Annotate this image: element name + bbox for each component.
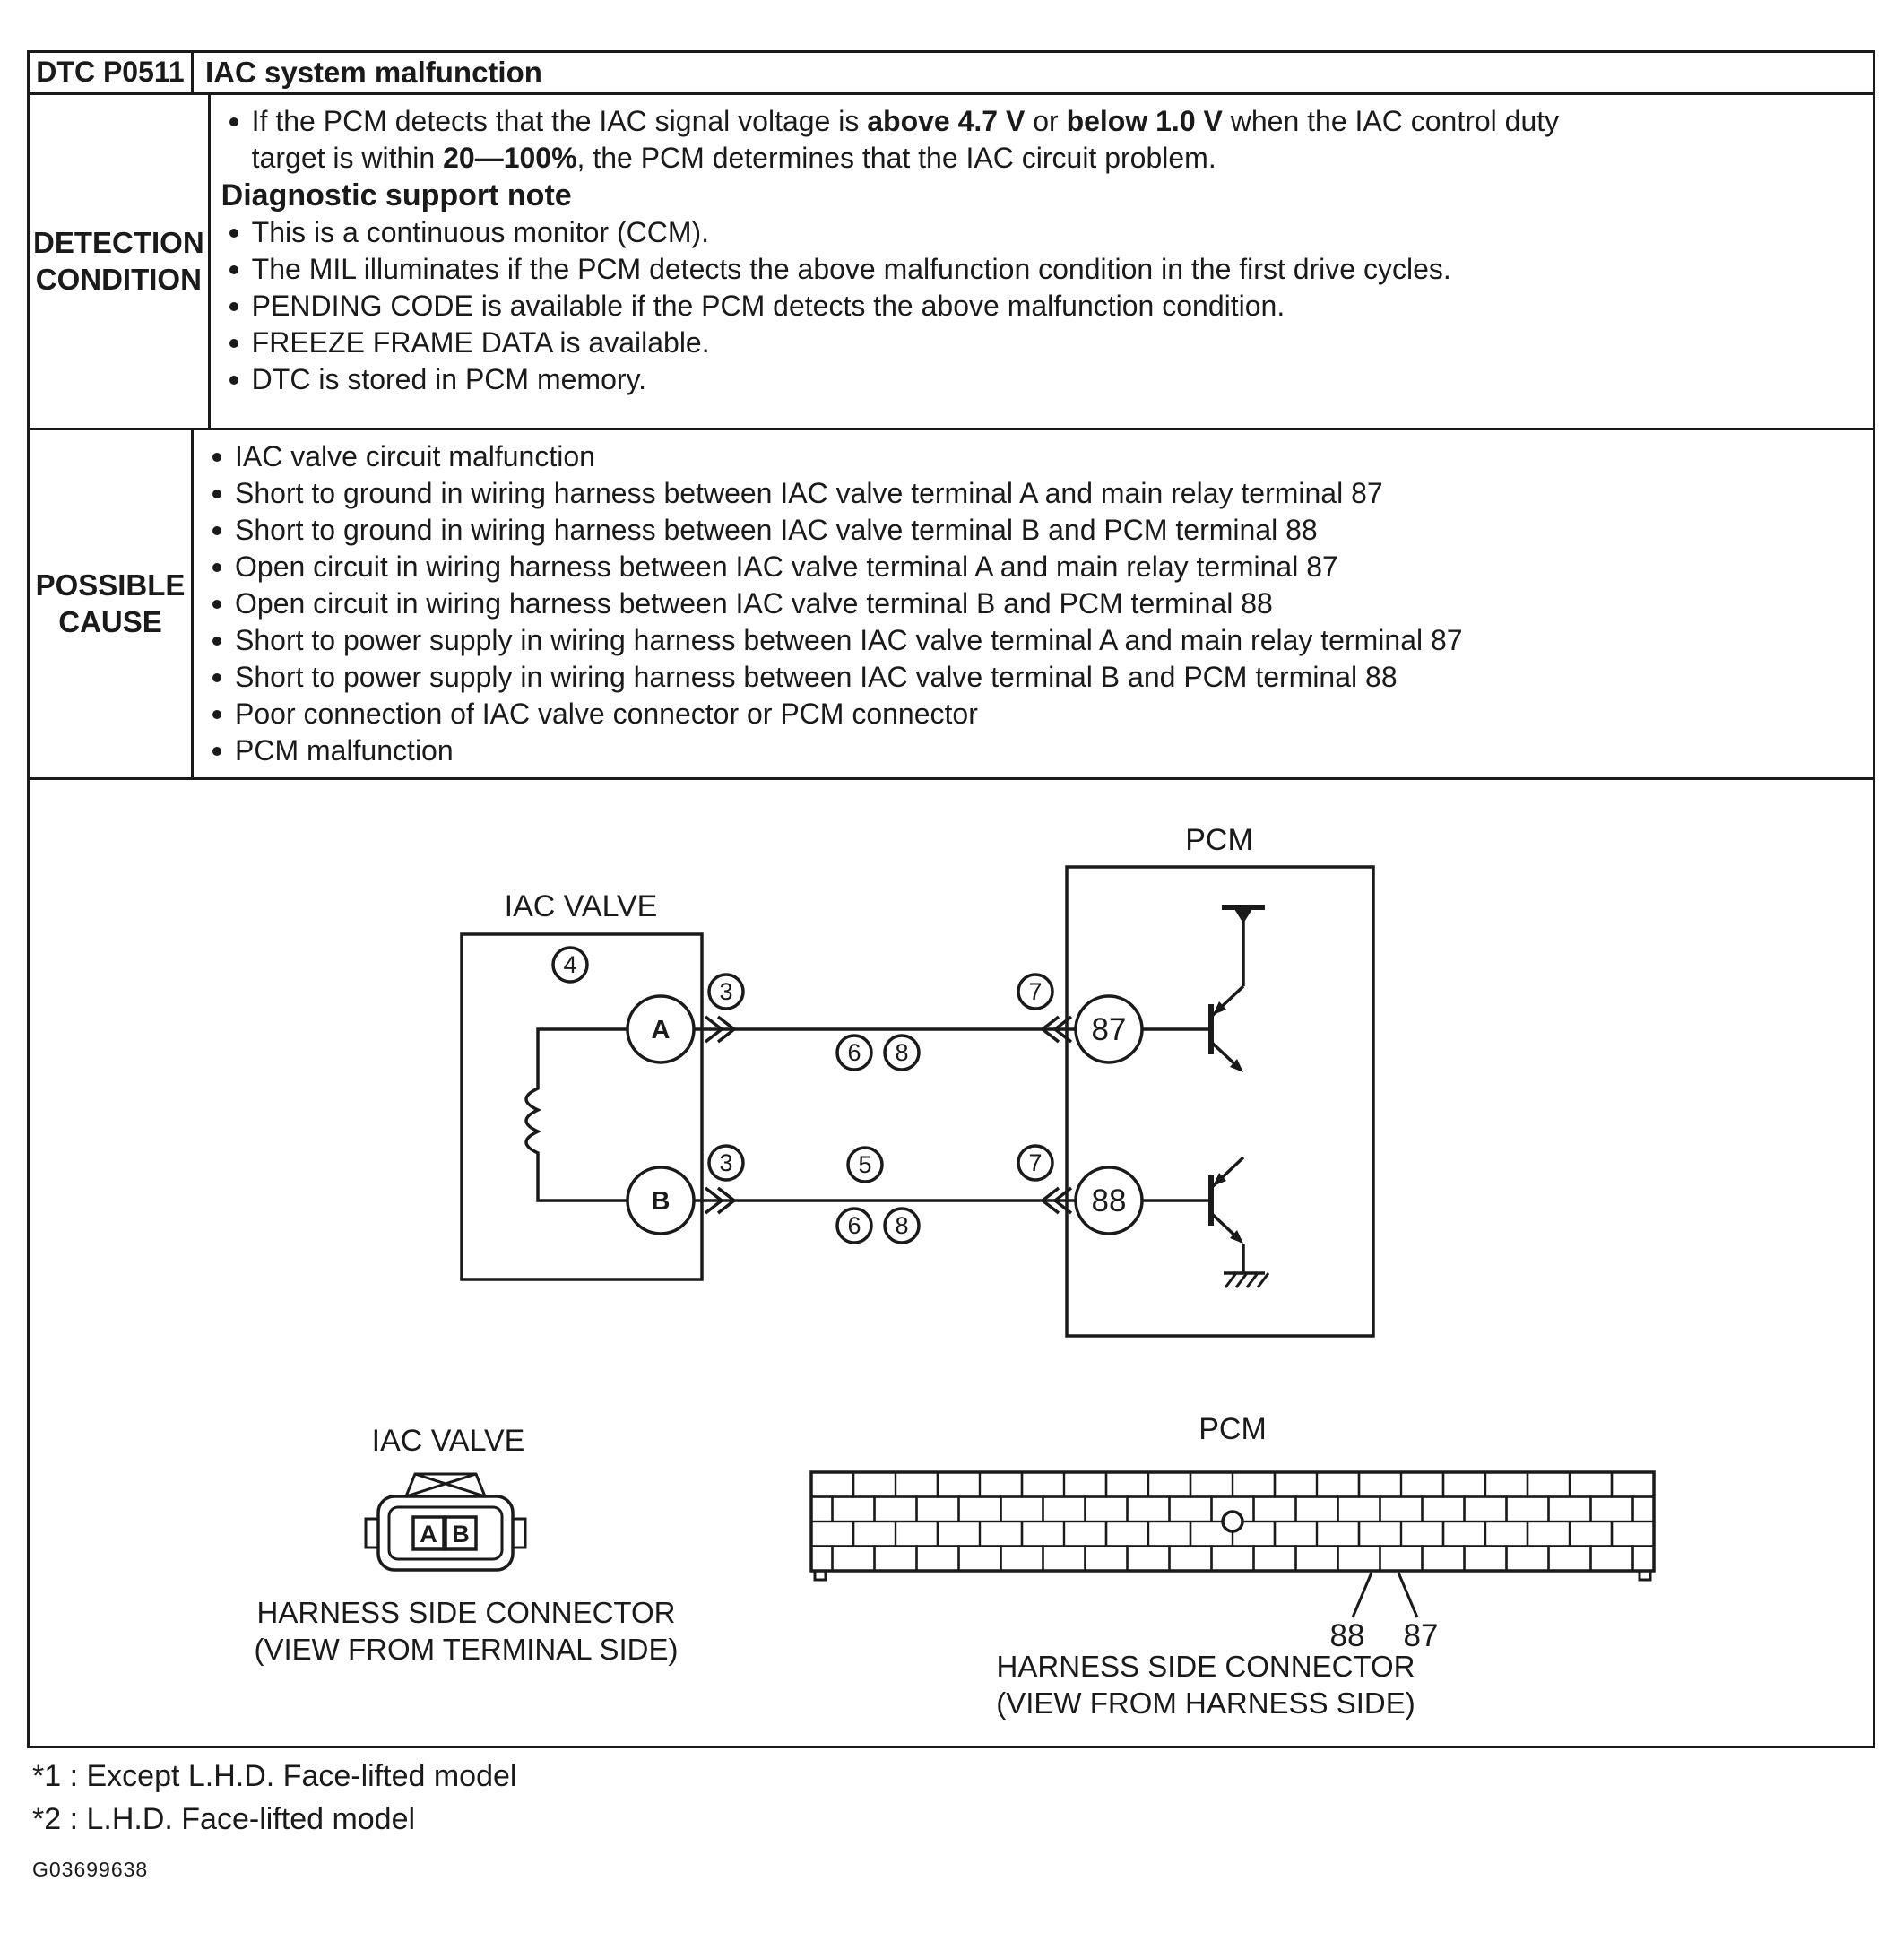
detection-condition-cell — [211, 95, 1873, 428]
terminal-b-node — [627, 1167, 694, 1234]
bullet-item: PENDING CODE is available if the PCM detects the above malfunction condition. — [221, 288, 1851, 325]
circled-5-label: 5 — [858, 1151, 872, 1178]
bullet-item: DTC is stored in PCM memory. — [221, 361, 1851, 398]
bullet-item: Open circuit in wiring harness between IAC valve terminal B and PCM terminal 88 — [204, 585, 1851, 622]
bullet-item: PCM malfunction — [204, 732, 1851, 769]
wire-b-to-88 — [694, 1188, 1076, 1213]
footnote-1: *1 : Except L.H.D. Face-lifted model — [32, 1759, 517, 1793]
detection-bullet-list-2 — [221, 214, 1851, 398]
terminal-a-label: A — [651, 1016, 671, 1045]
coil-winding — [526, 1029, 627, 1201]
bullet-item: Open circuit in wiring harness between IAC valve terminal A and main relay terminal 87 — [204, 549, 1851, 585]
bullet-item — [221, 103, 1851, 177]
pcm-connector-title: PCM — [1199, 1412, 1267, 1446]
circled-6-label: 6 — [847, 1039, 861, 1066]
pcm-connector-caption-2: (VIEW FROM HARNESS SIDE) — [996, 1686, 1415, 1720]
table-row-detection — [30, 92, 1873, 428]
pcm-box — [1067, 823, 1373, 1336]
circled-number-8-bottom — [885, 1209, 919, 1243]
pcm-connector-pin-88: 88 — [1329, 1618, 1365, 1653]
wiring-diagram — [30, 780, 1873, 1748]
circled-8-label: 8 — [895, 1212, 909, 1239]
circled-number-8-top — [885, 1036, 919, 1070]
pcm-box-label: PCM — [1185, 823, 1253, 857]
table-row-possible-cause — [30, 428, 1873, 777]
circled-4-label: 4 — [563, 951, 577, 978]
circled-number-6-bottom — [837, 1209, 871, 1243]
circled-number-3-top — [709, 975, 743, 1009]
circled-7-label: 7 — [1028, 978, 1043, 1005]
pcm-connector-caption-1: HARNESS SIDE CONNECTOR — [996, 1650, 1415, 1683]
bullet-item: Short to ground in wiring harness between IAC valve terminal B and PCM terminal 88 — [204, 512, 1851, 549]
wire-a-to-87 — [694, 1017, 1076, 1042]
circled-8-label: 8 — [895, 1039, 909, 1066]
dtc-table — [27, 50, 1875, 1748]
power-supply-icon — [1234, 909, 1252, 923]
bullet-text: , the PCM determines that the IAC circuit problem. — [576, 142, 1216, 174]
pin-88-leader-line — [1353, 1573, 1372, 1617]
circled-6-label: 6 — [847, 1212, 861, 1239]
circled-number-7-top — [1018, 975, 1052, 1009]
iac-connector-caption-2: (VIEW FROM TERMINAL SIDE) — [254, 1633, 679, 1666]
circled-number-4 — [553, 948, 587, 982]
pcm-connector-pin-87: 87 — [1403, 1618, 1439, 1653]
bold-value: 20—100% — [443, 142, 577, 174]
circled-number-7-bottom — [1018, 1146, 1052, 1180]
bullet-text: when the IAC control duty — [1222, 105, 1560, 137]
terminal-a-node — [627, 996, 694, 1062]
iac-valve-box-label: IAC VALVE — [504, 889, 658, 923]
bullet-item: This is a continuous monitor (CCM). — [221, 214, 1851, 251]
detection-condition-label: DETECTION CONDITION — [30, 95, 211, 428]
iac-connector-terminal-b: B — [452, 1521, 470, 1547]
dtc-code: DTC P0511 — [30, 53, 194, 92]
diagnostic-support-note-heading: Diagnostic support note — [221, 178, 572, 212]
footnote-2: *2 : L.H.D. Face-lifted model — [32, 1802, 416, 1836]
bullet-text: If the PCM detects that the IAC signal voltage is — [251, 105, 868, 137]
bullet-text: target is within — [251, 142, 444, 174]
iac-connector-title: IAC VALVE — [371, 1424, 525, 1458]
bold-value: below 1.0 V — [1066, 105, 1223, 137]
transistor-lower — [1142, 1157, 1268, 1287]
pin-88-label: 88 — [1091, 1183, 1127, 1218]
table-row-header — [30, 53, 1873, 92]
bullet-item: FREEZE FRAME DATA is available. — [221, 325, 1851, 361]
possible-cause-label: POSSIBLE CAUSE — [30, 430, 194, 777]
bullet-item: IAC valve circuit malfunction — [204, 438, 1851, 475]
bullet-text: or — [1025, 105, 1067, 137]
pcm-connector — [811, 1412, 1654, 1720]
circled-3-label: 3 — [719, 978, 733, 1005]
circled-number-6-top — [837, 1036, 871, 1070]
wiring-diagram-cell — [30, 777, 1873, 1746]
iac-connector-caption-1: HARNESS SIDE CONNECTOR — [256, 1596, 676, 1629]
terminal-b-label: B — [651, 1187, 671, 1216]
pin-87-leader-line — [1398, 1573, 1417, 1617]
circled-number-3-bottom — [709, 1146, 743, 1180]
bullet-item: Short to power supply in wiring harness between IAC valve terminal B and PCM terminal 88 — [204, 659, 1851, 696]
iac-connector-terminal-a: A — [420, 1521, 437, 1547]
pcm-pin-88-node — [1076, 1167, 1142, 1234]
possible-cause-cell — [194, 430, 1873, 777]
transistor-upper — [1142, 907, 1265, 1072]
bullet-item: Short to power supply in wiring harness between IAC valve terminal A and main relay terminal 87 — [204, 622, 1851, 659]
possible-cause-bullet-list — [204, 438, 1851, 769]
pcm-pin-87-node — [1076, 996, 1142, 1062]
circled-3-label: 3 — [719, 1149, 733, 1176]
iac-valve-connector — [254, 1424, 678, 1666]
dtc-title: IAC system malfunction — [205, 56, 542, 89]
bullet-item: Short to ground in wiring harness between IAC valve terminal A and main relay terminal 87 — [204, 475, 1851, 512]
figure-id: G03699638 — [32, 1858, 149, 1881]
circled-7-label: 7 — [1028, 1149, 1043, 1176]
pin-87-label: 87 — [1091, 1012, 1127, 1047]
bullet-item: Poor connection of IAC valve connector or PCM connector — [204, 696, 1851, 732]
ground-icon — [1224, 1273, 1268, 1287]
circled-number-5 — [848, 1148, 882, 1182]
bold-value: above 4.7 V — [867, 105, 1026, 137]
detection-bullet-list — [221, 103, 1851, 177]
bullet-item: The MIL illuminates if the PCM detects the above malfunction condition in the first drive cycles. — [221, 251, 1851, 288]
